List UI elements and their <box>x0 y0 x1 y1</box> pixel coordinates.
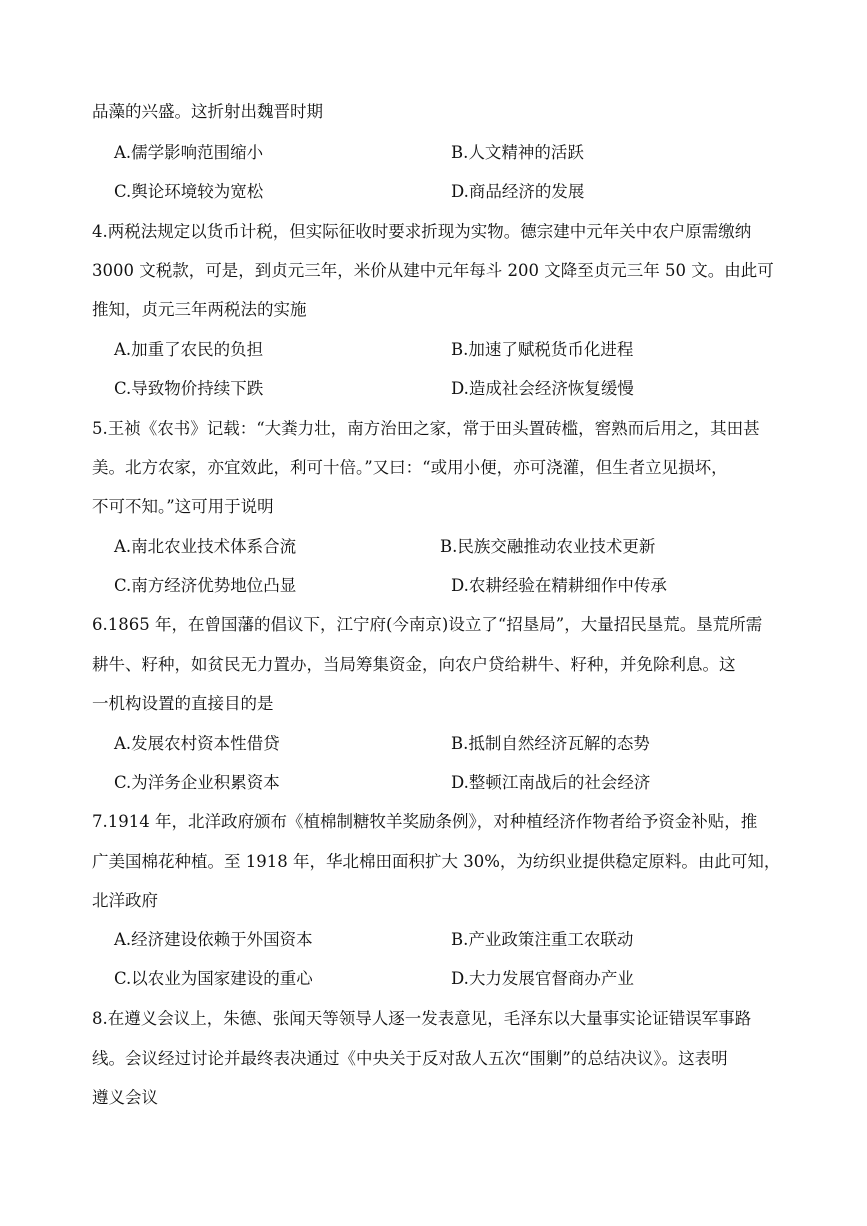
q3-option-b: B.人文精神的活跃 <box>451 143 584 162</box>
q3-stem-line-3: 品藻的兴盛。这折射出魏晋时期 <box>92 102 323 121</box>
q3-option-a: A.儒学影响范围缩小 <box>114 143 264 162</box>
q7-stem-line-2: 广美国棉花种植。至 1918 年，华北棉田面积扩大 30%，为纺织业提供稳定原料。由此可知， <box>92 852 781 871</box>
q3-option-d: D.商品经济的发展 <box>451 182 585 201</box>
q5-stem-line-1: 5.王祯《农书》记载：“大粪力壮，南方治田之家，常于田头置砖槛，窖熟而后用之，其田甚 <box>92 419 760 438</box>
q6-option-b: B.抵制自然经济瓦解的态势 <box>451 734 650 753</box>
q4-option-d: D.造成社会经济恢复缓慢 <box>451 379 634 398</box>
q6-option-a: A.发展农村资本性借贷 <box>114 734 280 753</box>
q5-option-c: C.南方经济优势地位凸显 <box>114 576 297 595</box>
q7-option-b: B.产业政策注重工农联动 <box>451 930 634 949</box>
q5-option-b: B.民族交融推动农业技术更新 <box>440 537 656 556</box>
q8-stem-line-3: 遵义会议 <box>92 1088 158 1107</box>
q5-stem-line-3: 不可不知。”这可用于说明 <box>92 497 274 516</box>
q5-option-d: D.农耕经验在精耕细作中传承 <box>451 576 667 595</box>
q4-option-c: C.导致物价持续下跌 <box>114 379 264 398</box>
q4-option-a: A.加重了农民的负担 <box>114 340 264 359</box>
q6-option-d: D.整顿江南战后的社会经济 <box>451 773 651 792</box>
q7-option-d: D.大力发展官督商办产业 <box>451 969 634 988</box>
q7-stem-line-3: 北洋政府 <box>92 891 158 910</box>
q5-stem-line-2: 美。北方农家，亦宜效此，利可十倍。”又曰：“或用小便，亦可浇灌，但生者立见损坏， <box>92 458 728 477</box>
q6-stem-line-2: 耕牛、籽种，如贫民无力置办，当局筹集资金，向农户贷给耕牛、籽种，并免除利息。这 <box>92 655 736 674</box>
q3-option-c: C.舆论环境较为宽松 <box>114 182 264 201</box>
q7-option-a: A.经济建设依赖于外国资本 <box>114 930 313 949</box>
q6-option-c: C.为洋务企业积累资本 <box>114 773 280 792</box>
q4-option-b: B.加速了赋税货币化进程 <box>451 340 634 359</box>
q8-stem-line-2: 线。会议经过讨论并最终表决通过《中央关于反对敌人五次“围剿”的总结决议》。这表明 <box>92 1049 728 1068</box>
q5-option-a: A.南北农业技术体系合流 <box>114 537 297 556</box>
q4-stem-line-2: 3000 文税款，可是，到贞元三年，米价从建中元年每斗 200 文降至贞元三年 50 文。由此可 <box>92 261 774 280</box>
q4-stem-line-3: 推知，贞元三年两税法的实施 <box>92 300 307 319</box>
q7-stem-line-1: 7.1914 年，北洋政府颁布《植棉制糖牧羊奖励条例》，对种植经济作物者给予资金补贴，推 <box>92 812 758 831</box>
q7-option-c: C.以农业为国家建设的重心 <box>114 969 313 988</box>
q8-stem-line-1: 8.在遵义会议上，朱德、张闻天等领导人逐一发表意见，毛泽东以大量事实论证错误军事路 <box>92 1009 752 1028</box>
q6-stem-line-3: 一机构设置的直接目的是 <box>92 694 274 713</box>
q6-stem-line-1: 6.1865 年，在曾国藩的倡议下，江宁府(今南京)设立了“招垦局”，大量招民垦荒。垦荒所需 <box>92 615 763 634</box>
q4-stem-line-1: 4.两税法规定以货币计税，但实际征收时要求折现为实物。德宗建中元年关中农户原需缴纳 <box>92 222 752 241</box>
